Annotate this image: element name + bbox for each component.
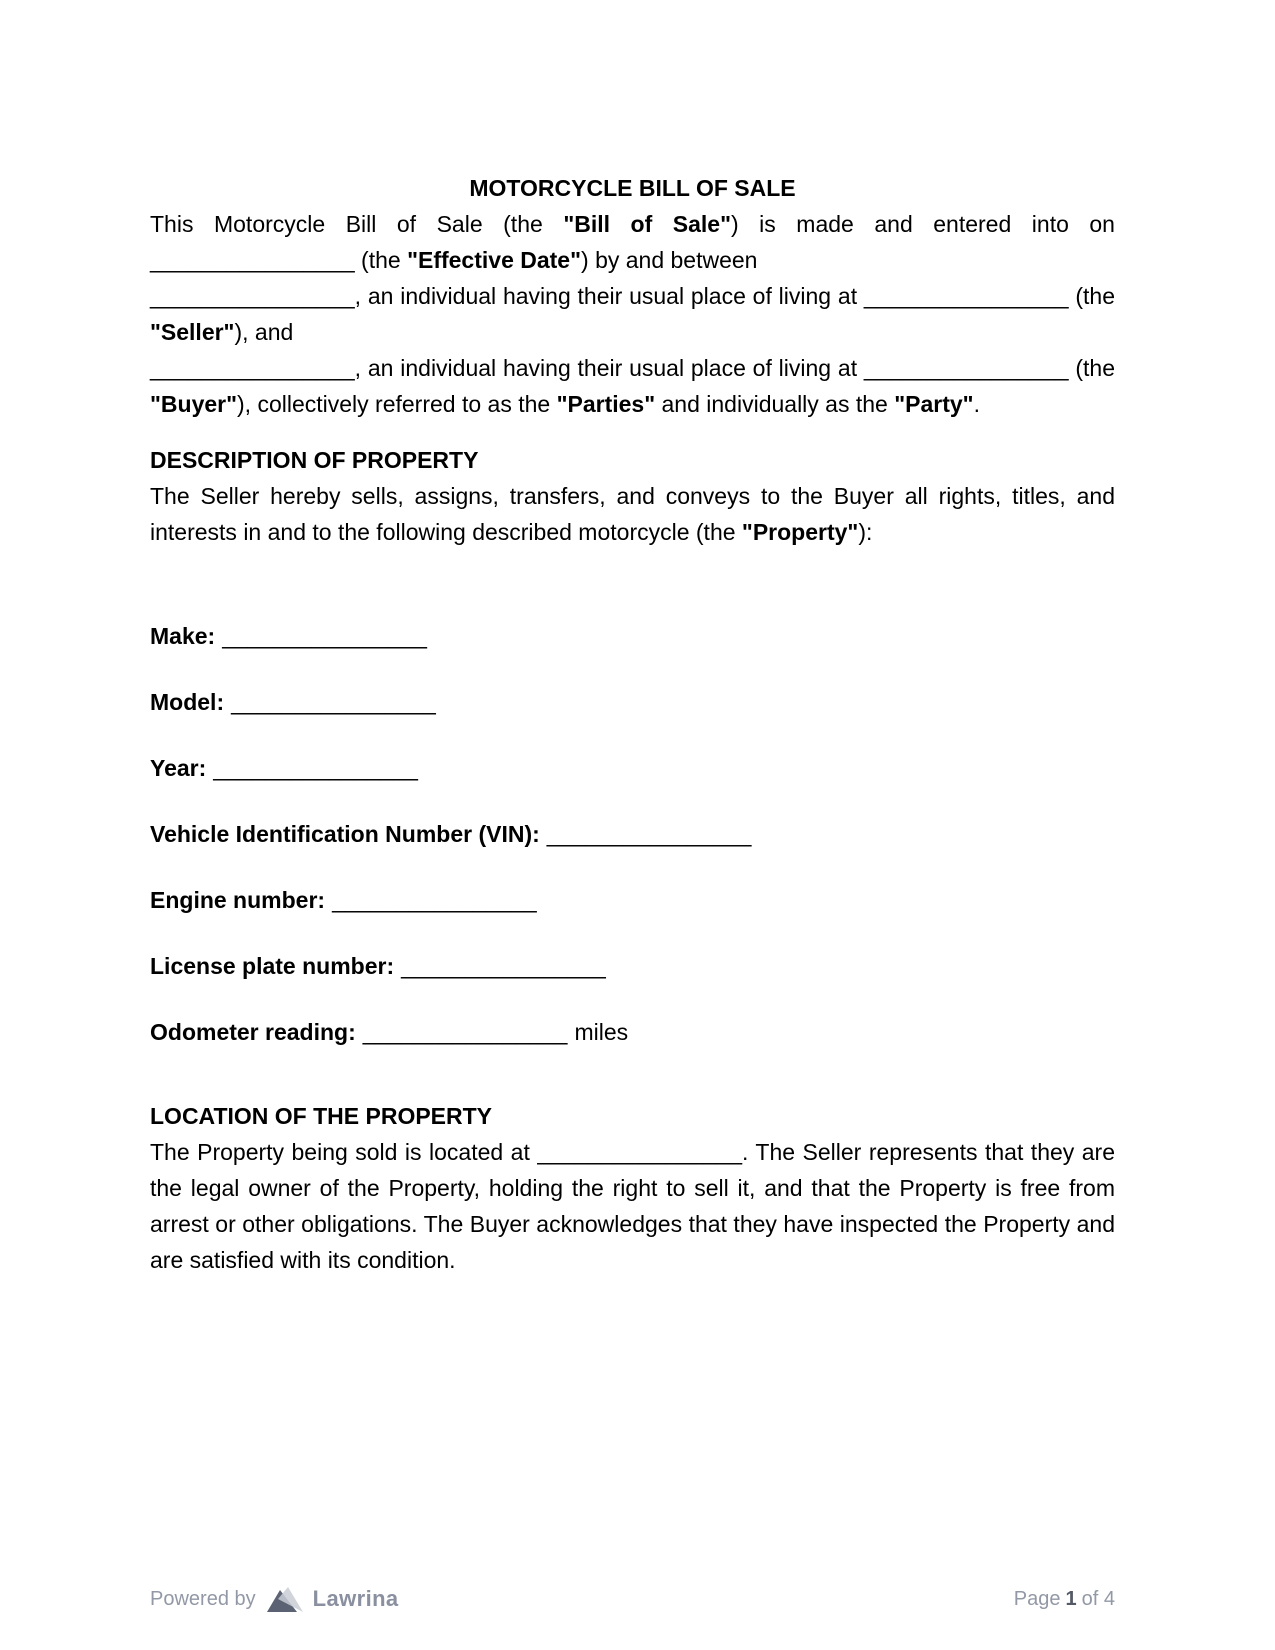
field-odometer-label: Odometer reading: xyxy=(150,1019,356,1045)
buyer-paragraph: ________________, an individual having their usual place of living at ________________ (the "Buyer"), collectively referred to as the "Parties" and individually as the "Party". xyxy=(150,355,1115,417)
field-model-label: Model: xyxy=(150,689,225,715)
field-vin-label: Vehicle Identification Number (VIN): xyxy=(150,821,540,847)
field-year xyxy=(150,750,1115,786)
seller-paragraph: ________________, an individual having their usual place of living at ________________ (the "Seller"), and xyxy=(150,283,1115,345)
field-odometer-blank-line: ________________ xyxy=(362,1019,568,1045)
field-make-blank-line: ________________ xyxy=(222,623,427,649)
powered-by-block xyxy=(150,1584,399,1614)
document-title: MOTORCYCLE BILL OF SALE xyxy=(469,175,796,201)
property-fields xyxy=(150,618,1115,1050)
field-odometer xyxy=(150,1014,1115,1050)
field-engine-number-label: Engine number: xyxy=(150,887,326,913)
page-total: of 4 xyxy=(1081,1588,1115,1610)
field-license-plate-blank-line: ________________ xyxy=(401,953,606,979)
field-model xyxy=(150,684,1115,720)
section-heading-description-of-property: DESCRIPTION OF PROPERTY xyxy=(150,447,479,473)
field-vin xyxy=(150,816,1115,852)
page-word: Page xyxy=(1013,1588,1061,1610)
lawrina-logo-icon xyxy=(266,1586,303,1613)
page-number: 1 xyxy=(1065,1588,1077,1610)
field-engine-number-blank-line: ________________ xyxy=(332,887,537,913)
field-model-blank-line: ________________ xyxy=(231,689,436,715)
intro-paragraph: This Motorcycle Bill of Sale (the "Bill of Sale") is made and entered into on ________________ (the "Effective Date") by and between xyxy=(150,211,1115,273)
field-license-plate xyxy=(150,948,1115,984)
field-make-label: Make: xyxy=(150,623,216,649)
field-license-plate-label: License plate number: xyxy=(150,953,395,979)
location-paragraph: The Property being sold is located at ________________. The Seller represents that they are the legal owner of the Property, holding the right to sell it, and that the Property is free from arrest or other obligations. The Buyer acknowledges that they have inspected the Property and are satisfied with its condition. xyxy=(150,1139,1115,1273)
field-year-blank-line: ________________ xyxy=(213,755,418,781)
field-odometer-unit: miles xyxy=(574,1019,629,1045)
field-vin-blank-line: ________________ xyxy=(546,821,752,847)
field-year-label: Year: xyxy=(150,755,207,781)
powered-by-label: Powered by xyxy=(150,1588,256,1610)
field-make xyxy=(150,618,1115,654)
description-intro-paragraph: The Seller hereby sells, assigns, transfers, and conveys to the Buyer all rights, titles, and interests in and to the following described motorcycle (the "Property"): xyxy=(150,483,1115,545)
page-footer xyxy=(150,1584,1115,1614)
lawrina-wordmark: Lawrina xyxy=(312,1586,399,1611)
section-heading-location-of-property: LOCATION OF THE PROPERTY xyxy=(150,1103,493,1129)
page-indicator xyxy=(1014,1584,1115,1614)
field-engine-number xyxy=(150,882,1115,918)
